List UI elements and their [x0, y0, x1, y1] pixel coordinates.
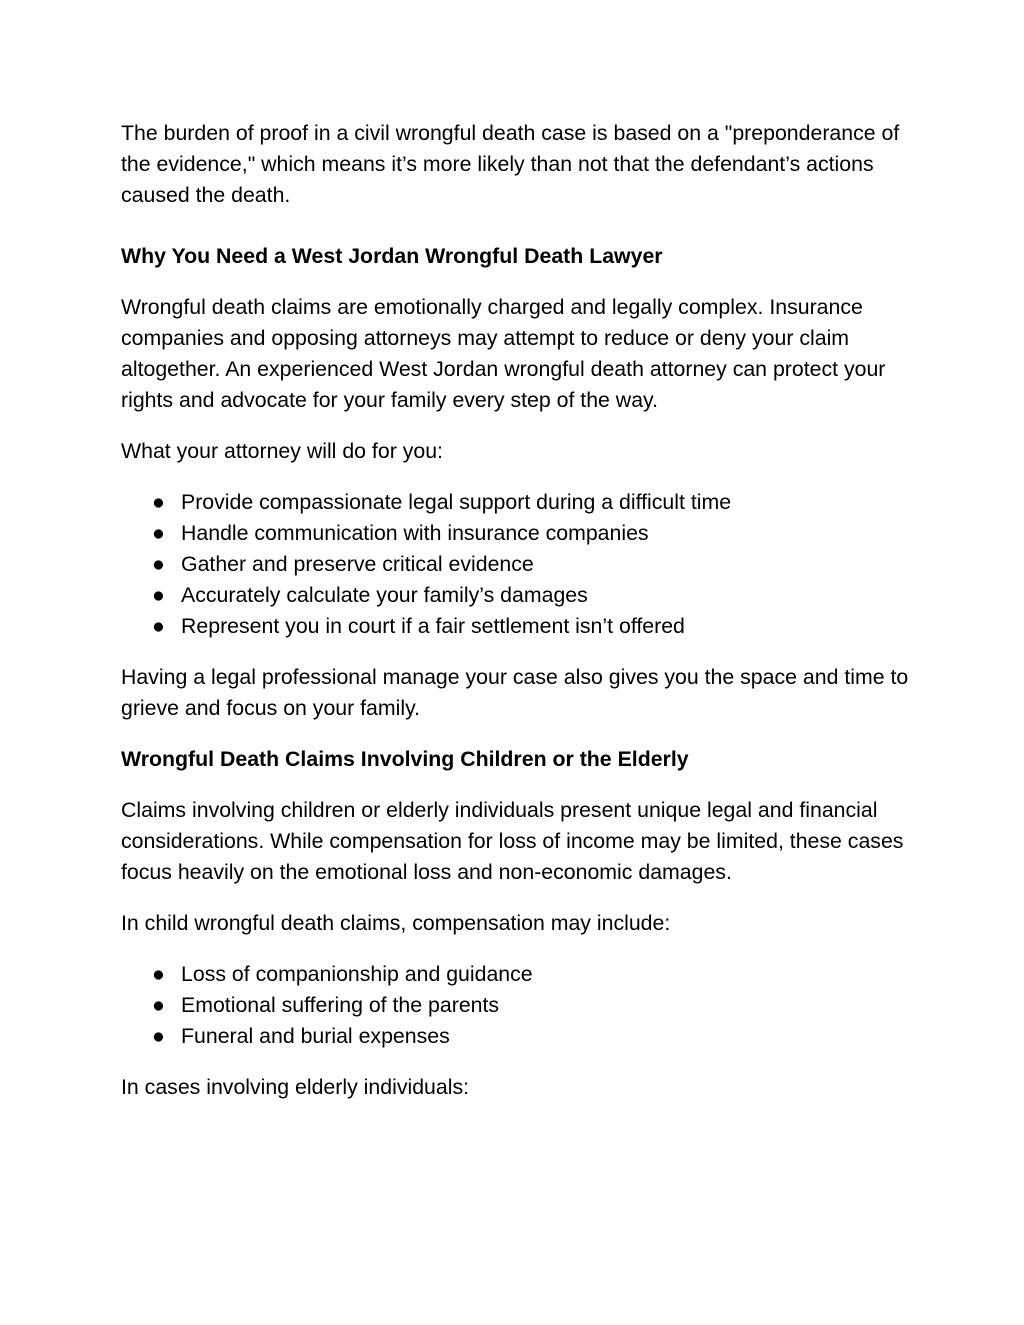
list-item	[121, 959, 911, 990]
attorney-list-intro: What your attorney will do for you:	[121, 439, 443, 463]
child-compensation-list	[121, 959, 911, 1052]
bullet-icon: ●	[152, 614, 165, 638]
list-item-text: Emotional suffering of the parents	[181, 993, 500, 1017]
list-item-text: Provide compassionate legal support during a difficult time	[181, 490, 732, 514]
heading-why-you-need-lawyer: Why You Need a West Jordan Wrongful Death Lawyer	[121, 244, 663, 268]
list-item	[121, 518, 911, 549]
bullet-icon: ●	[152, 993, 165, 1017]
claims-involving-paragraph: Claims involving children or elderly individuals present unique legal and financial considerations. While compensation for loss of income may be limited, these cases focus heavily on the emotional loss and non-economic damages.	[121, 798, 904, 884]
document-page	[121, 118, 911, 1123]
list-item-text: Gather and preserve critical evidence	[181, 552, 534, 576]
elderly-cases-intro: In cases involving elderly individuals:	[121, 1075, 470, 1099]
heading-children-elderly: Wrongful Death Claims Involving Children or the Elderly	[121, 747, 689, 771]
list-item-text: Accurately calculate your family’s damages	[181, 583, 588, 607]
bullet-icon: ●	[152, 490, 165, 514]
bullet-icon: ●	[152, 962, 165, 986]
intro-paragraph: The burden of proof in a civil wrongful death case is based on a "preponderance of the evidence," which means it’s more likely than not that the defendant’s actions caused the death.	[121, 121, 900, 207]
bullet-icon: ●	[152, 1024, 165, 1048]
bullet-icon: ●	[152, 583, 165, 607]
list-item-text: Represent you in court if a fair settlement isn’t offered	[181, 614, 685, 638]
bullet-icon: ●	[152, 521, 165, 545]
list-item	[121, 611, 911, 642]
having-legal-paragraph: Having a legal professional manage your case also gives you the space and time to grieve and focus on your family.	[121, 665, 909, 720]
list-item	[121, 487, 911, 518]
child-claims-intro: In child wrongful death claims, compensation may include:	[121, 911, 671, 935]
list-item	[121, 1021, 911, 1052]
list-item	[121, 580, 911, 611]
why-lawyer-paragraph: Wrongful death claims are emotionally charged and legally complex. Insurance companies and opposing attorneys may attempt to reduce or deny your claim altogether. An experienced West Jordan wrongful death attorney can protect your rights and advocate for your family every step of the way.	[121, 295, 886, 412]
list-item	[121, 990, 911, 1021]
attorney-duties-list	[121, 487, 911, 642]
list-item-text: Handle communication with insurance companies	[181, 521, 649, 545]
bullet-icon: ●	[152, 552, 165, 576]
list-item-text: Loss of companionship and guidance	[181, 962, 533, 986]
list-item	[121, 549, 911, 580]
list-item-text: Funeral and burial expenses	[181, 1024, 450, 1048]
